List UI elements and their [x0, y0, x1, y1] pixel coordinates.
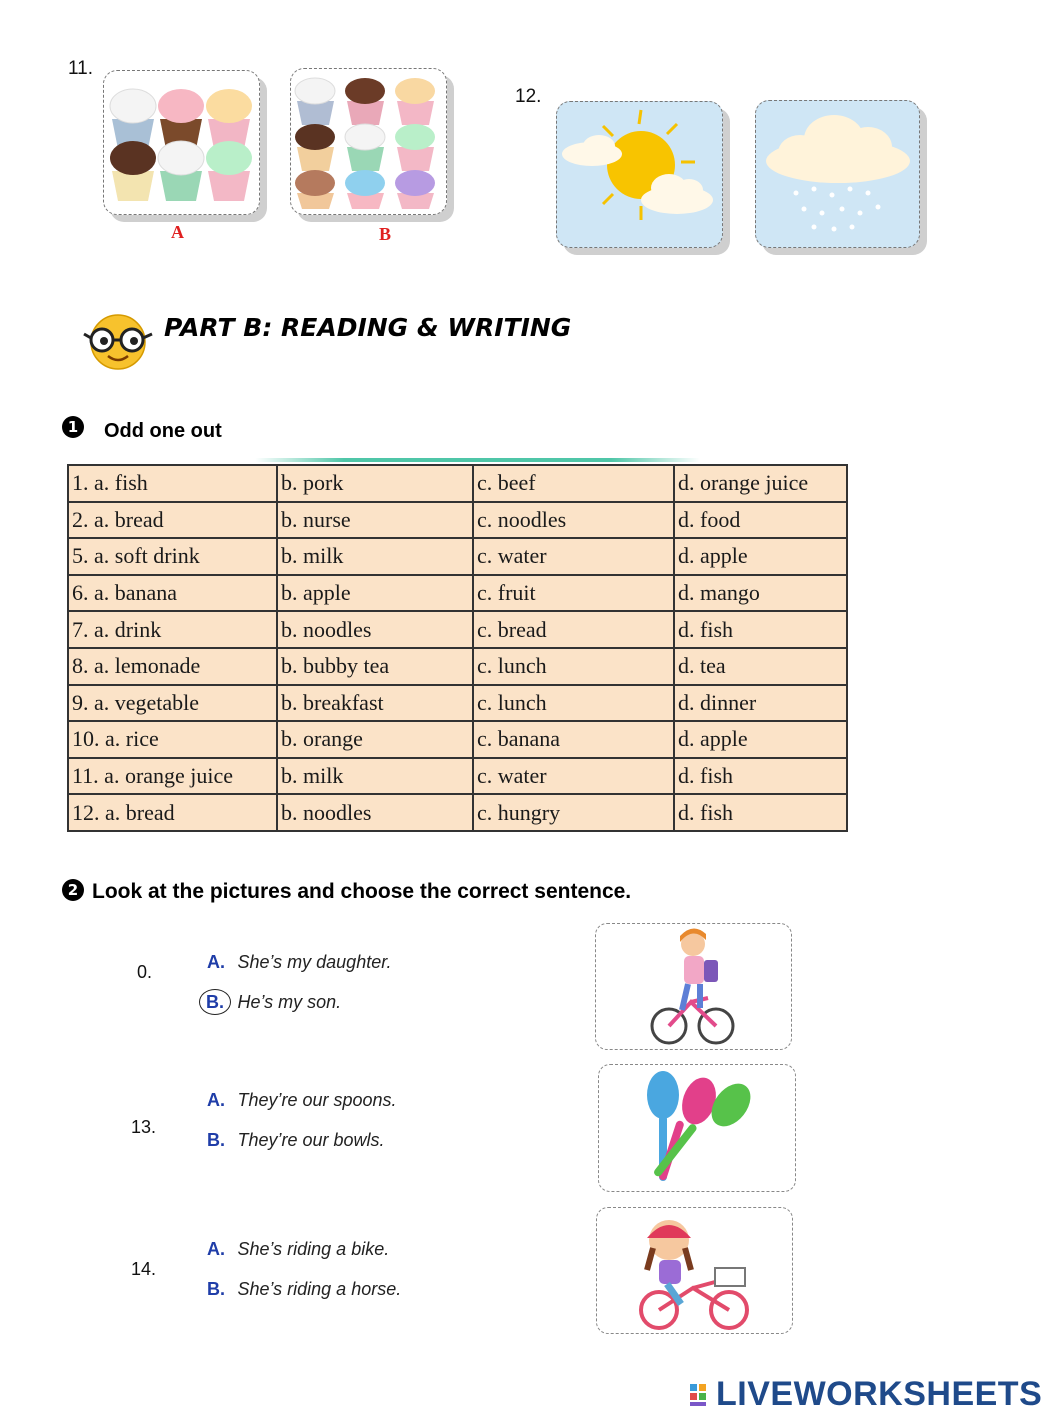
question-14-option-b[interactable]: B. She’s riding a horse.: [207, 1279, 402, 1299]
table-cell[interactable]: d. food: [674, 502, 847, 539]
table-cell[interactable]: d. apple: [674, 721, 847, 758]
table-row: [68, 648, 847, 685]
sunny-image: [557, 102, 722, 247]
question-14-number: 14.: [131, 1259, 157, 1279]
cupcakes-a-image: [104, 71, 259, 214]
part-b-title: PART B: READING & WRITING: [164, 313, 572, 342]
table-cell[interactable]: d. fish: [674, 611, 847, 648]
table-row: [68, 465, 847, 502]
decorative-divider: [255, 458, 700, 462]
table-cell: 10. a. rice: [68, 721, 277, 758]
smiley-glasses-icon: [80, 312, 158, 372]
cupcake-a3: [206, 89, 252, 149]
section-1-bullet: 1: [62, 416, 84, 438]
spoons-card: [598, 1064, 796, 1192]
cupcake-b7: [295, 170, 335, 209]
cupcake-b9: [395, 170, 435, 209]
table-cell[interactable]: b. orange: [277, 721, 473, 758]
table-cell: 1. a. fish: [68, 465, 277, 502]
table-row: [68, 611, 847, 648]
table-cell[interactable]: b. noodles: [277, 611, 473, 648]
cupcake-b2: [345, 78, 385, 125]
question-14-option-a[interactable]: A. She’s riding a bike.: [207, 1239, 390, 1259]
table-cell[interactable]: b. noodles: [277, 794, 473, 831]
cupcake-card-b[interactable]: [290, 68, 447, 215]
girl-helmet-bike-card: [596, 1207, 793, 1334]
question-0-number: 0.: [137, 962, 153, 982]
cupcake-b6: [395, 124, 435, 171]
table-row: [68, 721, 847, 758]
option-a-label: A: [171, 222, 184, 242]
table-cell[interactable]: b. apple: [277, 575, 473, 612]
table-cell[interactable]: b. milk: [277, 758, 473, 795]
cupcake-a4: [110, 141, 156, 201]
table-cell[interactable]: c. hungry: [473, 794, 674, 831]
cupcake-a2: [158, 89, 204, 149]
section-1-title: Odd one out: [104, 420, 222, 442]
table-cell[interactable]: d. fish: [674, 794, 847, 831]
question-11-number: 11.: [68, 58, 94, 79]
table-cell[interactable]: b. bubby tea: [277, 648, 473, 685]
table-cell[interactable]: c. fruit: [473, 575, 674, 612]
selected-answer-circle: B.: [199, 989, 231, 1015]
table-cell[interactable]: c. banana: [473, 721, 674, 758]
table-row: [68, 538, 847, 575]
table-cell[interactable]: c. bread: [473, 611, 674, 648]
cupcake-b1: [295, 78, 335, 125]
table-cell[interactable]: b. milk: [277, 538, 473, 575]
table-cell[interactable]: d. apple: [674, 538, 847, 575]
table-row: [68, 502, 847, 539]
table-cell[interactable]: d. tea: [674, 648, 847, 685]
rainy-card[interactable]: [755, 100, 920, 248]
sunny-card[interactable]: [556, 101, 723, 248]
table-row: [68, 685, 847, 722]
table-cell: 6. a. banana: [68, 575, 277, 612]
table-cell: 9. a. vegetable: [68, 685, 277, 722]
table-cell: 11. a. orange juice: [68, 758, 277, 795]
cupcake-a5: [158, 141, 204, 201]
table-cell[interactable]: b. breakfast: [277, 685, 473, 722]
table-cell: 5. a. soft drink: [68, 538, 277, 575]
table-cell[interactable]: c. lunch: [473, 648, 674, 685]
cupcake-b8: [345, 170, 385, 209]
cupcake-a6: [206, 141, 252, 201]
table-cell[interactable]: b. pork: [277, 465, 473, 502]
table-cell[interactable]: c. water: [473, 538, 674, 575]
logo-mark-icon: [690, 1382, 716, 1408]
table-cell: 12. a. bread: [68, 794, 277, 831]
table-cell[interactable]: c. water: [473, 758, 674, 795]
table-cell[interactable]: d. mango: [674, 575, 847, 612]
cupcake-card-a[interactable]: [103, 70, 260, 215]
question-0-option-a[interactable]: A. She’s my daughter.: [207, 952, 392, 972]
girl-riding-bike-image: [597, 1208, 792, 1333]
girl-on-bicycle-image: [596, 924, 791, 1049]
table-cell: 2. a. bread: [68, 502, 277, 539]
table-row: [68, 794, 847, 831]
cupcakes-b-image: [291, 69, 446, 214]
rainy-image: [756, 101, 919, 247]
cupcake-b5: [345, 124, 385, 171]
section-2-title: Look at the pictures and choose the correct sentence.: [92, 880, 632, 903]
girl-bicycle-card: [595, 923, 792, 1050]
odd-one-out-table: [67, 464, 848, 832]
question-13-number: 13.: [131, 1117, 157, 1137]
cupcake-b3: [395, 78, 435, 125]
table-cell[interactable]: d. orange juice: [674, 465, 847, 502]
table-cell: 8. a. lemonade: [68, 648, 277, 685]
table-row: [68, 575, 847, 612]
cupcake-a1: [110, 89, 156, 149]
question-13-option-a[interactable]: A. They’re our spoons.: [207, 1090, 397, 1110]
cupcake-b4: [295, 124, 335, 171]
table-row: [68, 758, 847, 795]
table-cell[interactable]: c. beef: [473, 465, 674, 502]
option-b-label: B: [379, 224, 392, 244]
table-cell[interactable]: c. noodles: [473, 502, 674, 539]
table-cell[interactable]: d. dinner: [674, 685, 847, 722]
table-cell[interactable]: c. lunch: [473, 685, 674, 722]
question-12-number: 12.: [515, 86, 542, 107]
question-13-option-b[interactable]: B. They’re our bowls.: [207, 1130, 385, 1150]
spoons-image: [599, 1065, 795, 1191]
section-2-bullet: 2: [62, 879, 84, 901]
table-cell[interactable]: d. fish: [674, 758, 847, 795]
table-cell: 7. a. drink: [68, 611, 277, 648]
liveworksheets-logo: LIVEWORKSHEETS: [690, 1375, 1042, 1414]
question-0-option-b[interactable]: B. He’s my son.: [207, 992, 341, 1013]
table-cell[interactable]: b. nurse: [277, 502, 473, 539]
